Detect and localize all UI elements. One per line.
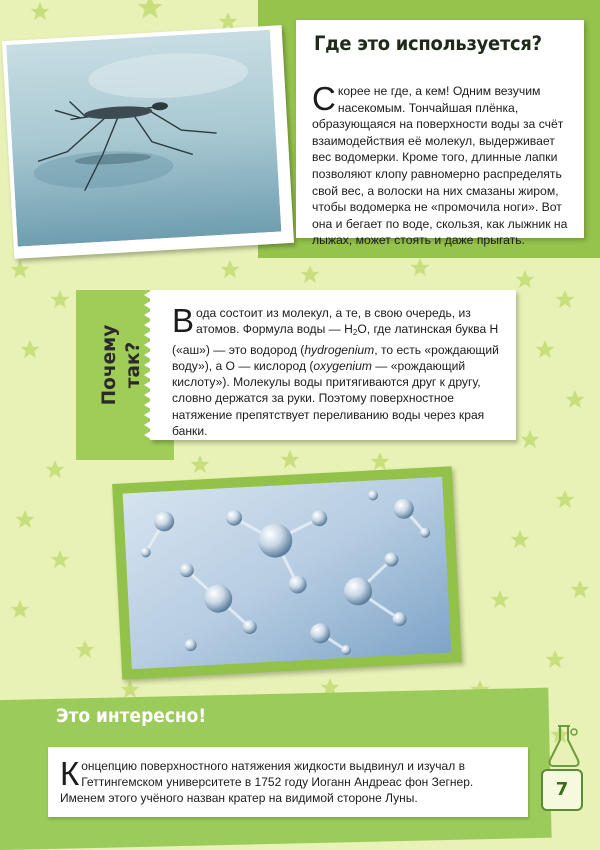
molecules-image-frame: [112, 466, 462, 680]
where-used-text: [312, 80, 574, 249]
why-text-part4: — «рождающий кислоту»). Молекулы воды притягиваются друг к другу, словно держатся за руки. Поэтому поверхностное натяжение препятствует переливанию воды через края банки.: [172, 358, 485, 439]
where-used-paragraph: корее не где, а кем! Одним везучим насекомым. Тончайшая плёнка, образующаяся на поверхности воды за счёт взаимодействия её молекул, выдерживает вес водомерки. Кроме того, длинные лапки позволяют клопу равномерно распределять свой вес, а волоски на них смазаны жиром, чтобы водомерка не «промочила ноги». Вот она и бегает по воде, скользя, как лыжник на лыжах, может стоять и даже прыгать.: [312, 84, 568, 248]
dropcap: В: [172, 302, 195, 339]
interesting-heading: Это интересно!: [56, 706, 207, 727]
why-text-part2: O, где латинская буква H («аш») — это водород (: [172, 322, 499, 357]
why-text: [172, 302, 508, 439]
why-title-line2: так?: [123, 341, 144, 389]
dropcap: С: [312, 80, 336, 117]
interesting-paragraph: онцепцию поверхностного натяжения жидкости выдвинул и изучал в Геттингемском университете в 1752 году Иоганн Андреас фон Зегнер. Именем этого учёного назван кратер на видимой стороне Луны.: [60, 759, 474, 805]
where-used-heading: Где это используется?: [314, 32, 542, 55]
why-title: [98, 275, 146, 455]
why-text-part1: ода состоит из молекул, а те, в свою очередь, из атомов. Формула воды — H: [196, 306, 471, 337]
water-strider-photo: [2, 25, 294, 259]
interesting-text: [60, 755, 520, 806]
why-card: [150, 290, 516, 440]
why-text-part3: , то есть «рождающий воду»), а O — кислород (: [172, 342, 499, 373]
page-number: 7: [541, 769, 583, 811]
formula-subscript: 2: [352, 328, 358, 338]
why-title-line1: Почему: [99, 324, 120, 406]
dropcap: К: [60, 755, 80, 792]
where-used-card: [296, 20, 584, 248]
interesting-card: [48, 747, 528, 817]
flask-icon: [544, 722, 584, 772]
torn-edge: [142, 290, 152, 440]
latin-hydrogenium: hydrogenium: [304, 342, 375, 357]
molecules-illustration: [123, 477, 452, 670]
latin-oxygenium: oxygenium: [313, 358, 372, 373]
